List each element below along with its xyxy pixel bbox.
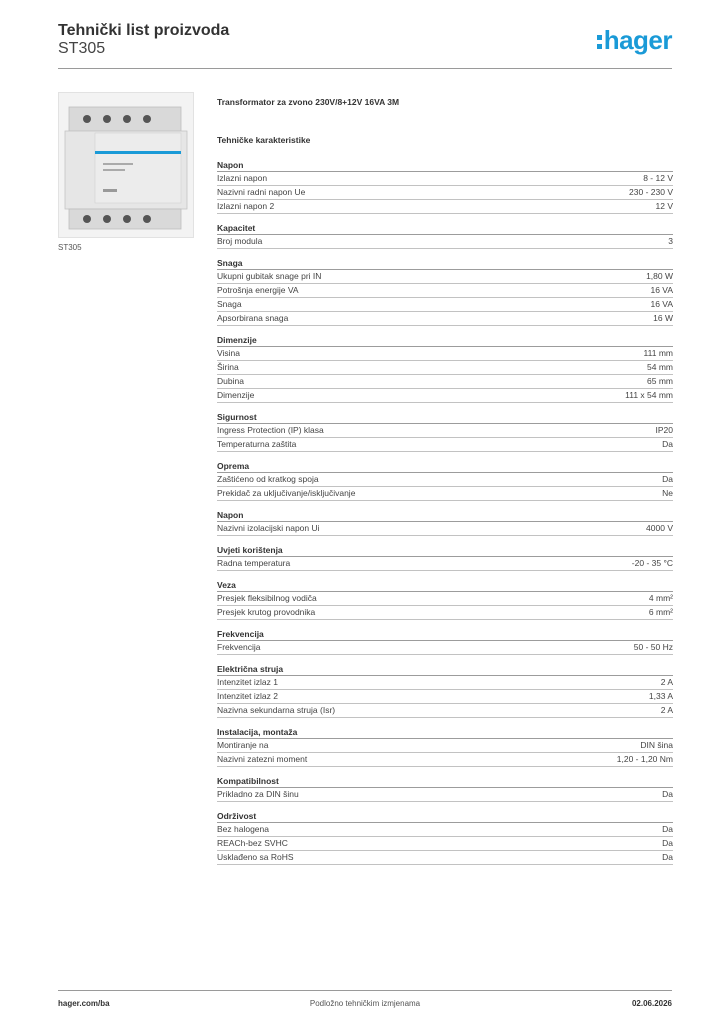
transformer-module-icon <box>59 93 193 237</box>
spec-value: 8 - 12 V <box>643 173 673 183</box>
spec-label: Izlazni napon 2 <box>217 201 275 211</box>
spec-row <box>217 837 673 851</box>
spec-label: Presjek fleksibilnog vodiča <box>217 593 317 603</box>
spec-value: 2 A <box>660 677 673 687</box>
page-footer <box>58 990 672 1015</box>
spec-value: 111 x 54 mm <box>625 390 673 400</box>
spec-value: Da <box>662 852 673 862</box>
spec-label: Radna temperatura <box>217 558 291 568</box>
spec-label: Širina <box>217 362 239 372</box>
spec-value: 2 A <box>660 705 673 715</box>
spec-row <box>217 312 673 326</box>
spec-row <box>217 424 673 438</box>
spec-value: Da <box>662 439 673 449</box>
spec-label: Intenzitet izlaz 1 <box>217 677 278 687</box>
spec-value: 111 mm <box>643 348 673 358</box>
spec-value: 230 - 230 V <box>629 187 673 197</box>
spec-label: Nazivni zatezni moment <box>217 754 308 764</box>
spec-value: 12 V <box>655 201 673 211</box>
spec-row <box>217 606 673 620</box>
spec-row <box>217 389 673 403</box>
spec-row <box>217 823 673 837</box>
specs-title: Tehničke karakteristike <box>217 135 311 145</box>
spec-value: 3 <box>668 236 673 246</box>
spec-value: Da <box>662 824 673 834</box>
spec-row <box>217 200 673 214</box>
spec-section <box>217 257 673 326</box>
spec-section <box>217 775 673 802</box>
spec-row <box>217 704 673 718</box>
spec-row <box>217 172 673 186</box>
logo-text: hager <box>603 25 672 55</box>
spec-value: -20 - 35 °C <box>631 558 673 568</box>
spec-label: Dimenzije <box>217 390 255 400</box>
spec-label: REACh-bez SVHC <box>217 838 288 848</box>
spec-row <box>217 270 673 284</box>
spec-value: 54 mm <box>647 362 673 372</box>
spec-label: Nazivna sekundarna struja (Isr) <box>217 705 336 715</box>
footer-notice: Podložno tehničkim izmjenama <box>309 999 421 1008</box>
spec-label: Usklađeno sa RoHS <box>217 852 294 862</box>
spec-row <box>217 753 673 767</box>
spec-row <box>217 557 673 571</box>
footer-date: 02.06.2026 <box>631 999 672 1008</box>
spec-row <box>217 347 673 361</box>
spec-row <box>217 788 673 802</box>
spec-value: 1,20 - 1,20 Nm <box>616 754 673 764</box>
section-title: Frekvencija <box>217 628 673 641</box>
spec-row <box>217 522 673 536</box>
spec-row <box>217 186 673 200</box>
spec-row <box>217 361 673 375</box>
spec-label: Prekidač za uključivanje/isključivanje <box>217 488 356 498</box>
document-title: Tehnički list proizvoda <box>58 22 230 39</box>
footer-website[interactable]: hager.com/ba <box>58 999 110 1008</box>
spec-label: Frekvencija <box>217 642 261 652</box>
spec-value: 1,80 W <box>646 271 673 281</box>
spec-value: 4000 V <box>646 523 673 533</box>
logo-colon-icon <box>597 35 602 49</box>
spec-label: Visina <box>217 348 240 358</box>
spec-value: 50 - 50 Hz <box>633 642 673 652</box>
spec-value: Da <box>662 474 673 484</box>
spec-label: Nazivni radni napon Ue <box>217 187 306 197</box>
section-title: Oprema <box>217 460 673 473</box>
spec-value: 65 mm <box>647 376 673 386</box>
spec-label: Apsorbirana snaga <box>217 313 289 323</box>
spec-value: 16 VA <box>650 285 673 295</box>
spec-value: 16 VA <box>650 299 673 309</box>
spec-section <box>217 411 673 452</box>
spec-content <box>217 96 673 873</box>
spec-section <box>217 726 673 767</box>
page-header <box>58 20 672 69</box>
spec-label: Nazivni izolacijski napon Ui <box>217 523 320 533</box>
spec-row <box>217 284 673 298</box>
section-title: Električna struja <box>217 663 673 676</box>
product-code: ST305 <box>58 40 106 57</box>
section-title: Napon <box>217 159 673 172</box>
spec-section <box>217 460 673 501</box>
product-name: Transformator za zvono 230V/8+12V 16VA 3M <box>217 97 400 107</box>
spec-label: Montiranje na <box>217 740 269 750</box>
spec-section <box>217 810 673 865</box>
spec-row <box>217 438 673 452</box>
spec-label: Snaga <box>217 299 242 309</box>
spec-label: Prikladno za DIN šinu <box>217 789 299 799</box>
spec-label: Bez halogena <box>217 824 269 834</box>
spec-value: IP20 <box>655 425 673 435</box>
spec-value: Da <box>662 789 673 799</box>
spec-label: Izlazni napon <box>217 173 268 183</box>
spec-row <box>217 690 673 704</box>
section-title: Snaga <box>217 257 673 270</box>
spec-value: Da <box>662 838 673 848</box>
spec-label: Ukupni gubitak snage pri IN <box>217 271 322 281</box>
spec-section <box>217 628 673 655</box>
spec-value: 16 W <box>653 313 673 323</box>
spec-value: 6 mm² <box>648 607 673 617</box>
spec-label: Dubina <box>217 376 244 386</box>
section-title: Instalacija, montaža <box>217 726 673 739</box>
section-title: Održivost <box>217 810 673 823</box>
section-title: Sigurnost <box>217 411 673 424</box>
spec-value: Ne <box>662 488 673 498</box>
spec-row <box>217 739 673 753</box>
spec-row <box>217 375 673 389</box>
spec-row <box>217 298 673 312</box>
section-title: Veza <box>217 579 673 592</box>
section-title: Kapacitet <box>217 222 673 235</box>
spec-label: Ingress Protection (IP) klasa <box>217 425 324 435</box>
section-title: Kompatibilnost <box>217 775 673 788</box>
spec-row <box>217 473 673 487</box>
spec-label: Broj modula <box>217 236 263 246</box>
spec-row <box>217 235 673 249</box>
spec-label: Presjek krutog provodnika <box>217 607 316 617</box>
spec-section <box>217 663 673 718</box>
spec-row <box>217 641 673 655</box>
spec-label: Zaštićeno od kratkog spoja <box>217 474 319 484</box>
spec-row <box>217 676 673 690</box>
spec-row <box>217 592 673 606</box>
spec-section <box>217 544 673 571</box>
spec-section <box>217 579 673 620</box>
spec-row <box>217 851 673 865</box>
spec-section <box>217 222 673 249</box>
spec-section <box>217 334 673 403</box>
spec-label: Intenzitet izlaz 2 <box>217 691 278 701</box>
image-caption: ST305 <box>58 243 82 252</box>
product-image <box>58 92 194 238</box>
section-title: Napon <box>217 509 673 522</box>
section-title: Uvjeti korištenja <box>217 544 673 557</box>
spec-label: Temperaturna zaštita <box>217 439 297 449</box>
hager-logo <box>597 26 672 54</box>
spec-sections <box>217 159 673 865</box>
spec-value: 4 mm² <box>648 593 673 603</box>
section-title: Dimenzije <box>217 334 673 347</box>
spec-value: 1,33 A <box>648 691 673 701</box>
spec-section <box>217 509 673 536</box>
spec-row <box>217 487 673 501</box>
spec-value: DIN šina <box>640 740 673 750</box>
spec-label: Potrošnja energije VA <box>217 285 299 295</box>
spec-section <box>217 159 673 214</box>
